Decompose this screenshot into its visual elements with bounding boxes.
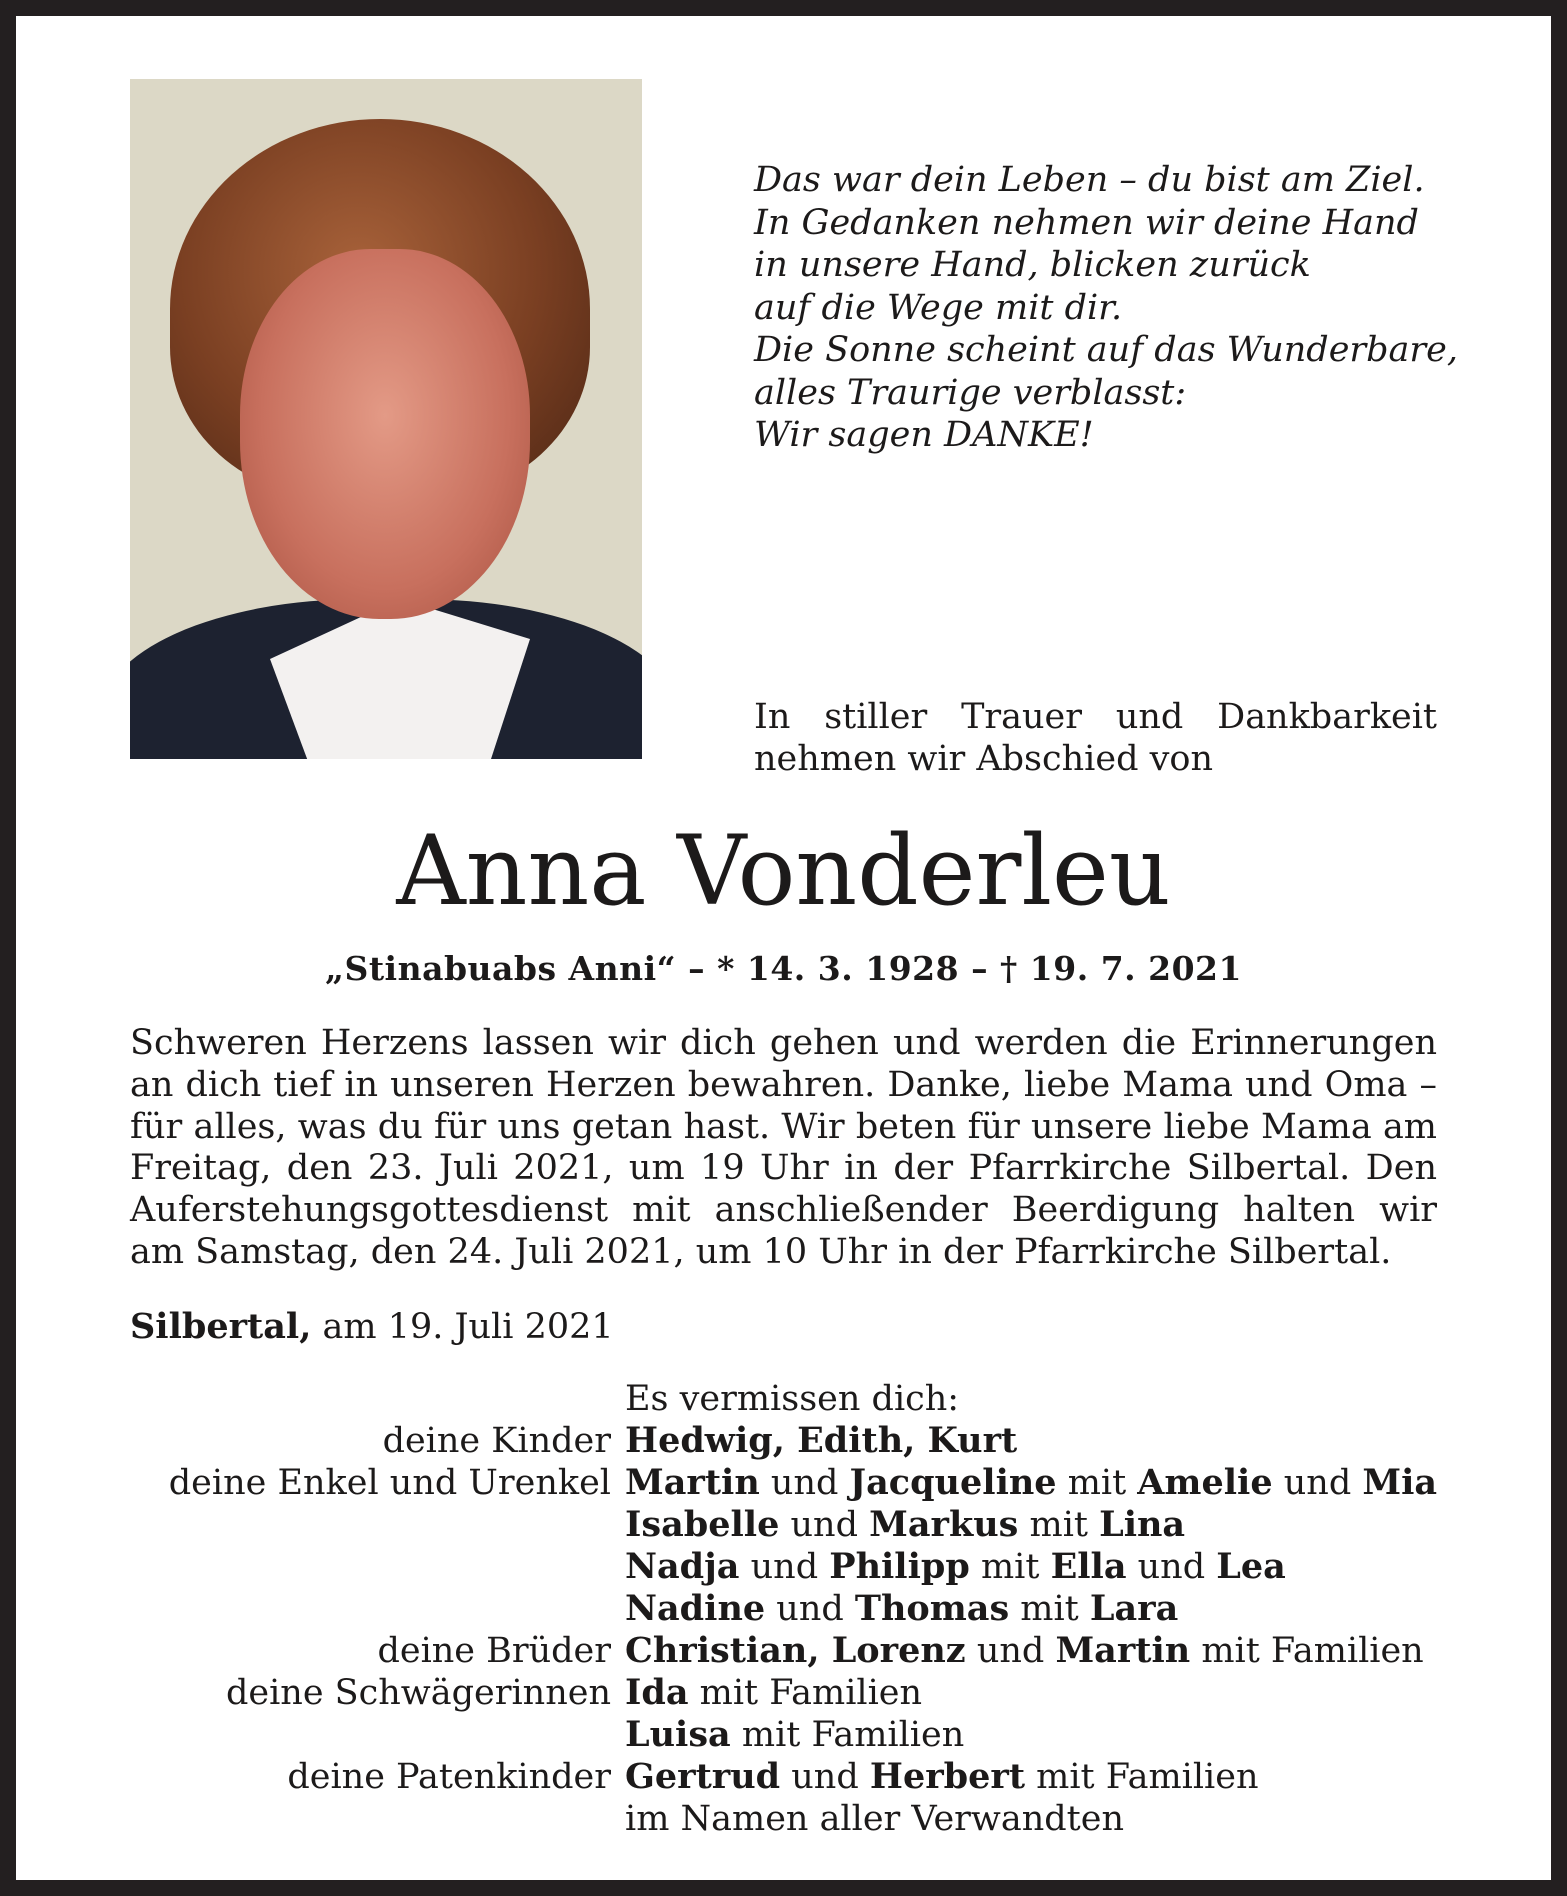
person-name: Luisa <box>625 1714 731 1755</box>
connector-text: mit Familien <box>1025 1757 1259 1797</box>
relation-names <box>625 1504 1185 1546</box>
person-name: Hedwig, Edith, Kurt <box>625 1420 1018 1461</box>
person-name: Ella <box>1050 1546 1127 1587</box>
person-name: Gertrud <box>625 1756 781 1797</box>
relation-names <box>625 1756 1259 1798</box>
connector-text: im Namen aller Verwandten <box>625 1799 1124 1839</box>
relation-label: deine Enkel und Urenkel <box>168 1463 611 1503</box>
family-list <box>16 1378 1551 1840</box>
relation-label <box>16 1546 625 1588</box>
family-heading: Es vermissen dich: <box>625 1379 960 1419</box>
poem-line: in unsere Hand, blicken zurück <box>754 245 1311 285</box>
person-name: Jacqueline <box>849 1462 1057 1503</box>
relation-names <box>625 1420 1017 1462</box>
person-name: Nadja <box>625 1546 740 1587</box>
connector-text: mit Familien <box>1190 1631 1424 1671</box>
town: Silbertal, <box>130 1306 312 1347</box>
relation-label <box>16 1714 625 1756</box>
portrait-photo <box>130 79 642 759</box>
poem-line: alles Traurige verblasst: <box>754 372 1187 413</box>
connector-text: mit Familien <box>688 1673 923 1713</box>
person-name: Thomas <box>854 1588 1010 1629</box>
family-row <box>16 1798 1551 1840</box>
family-row <box>16 1756 1551 1798</box>
person-name: Herbert <box>869 1756 1025 1797</box>
family-row <box>16 1420 1551 1462</box>
place-date <box>130 1306 614 1347</box>
relation-label <box>16 1588 625 1630</box>
poem-line: Das war dein Leben – du bist am Ziel. <box>754 160 1425 200</box>
family-row <box>16 1462 1551 1504</box>
connector-text: und <box>1272 1463 1363 1503</box>
relation-names <box>625 1588 1178 1630</box>
relation-label: deine Brüder <box>377 1631 611 1671</box>
person-name: Philipp <box>829 1546 970 1587</box>
connector-text: und <box>965 1631 1056 1671</box>
person-name: Amelie <box>1137 1462 1273 1503</box>
body-text: Schweren Herzens lassen wir dich gehen und werden die Erinnerungen an dich tief in unseren Herzen bewahren. Danke, liebe Mama und Oma – für alles, was du für uns getan hast. Wir beten für unsere liebe Mama am Freitag, den 23. Juli 2021, um 19 Uhr in der Pfarrkirche Silbertal. Den Auferstehungsgottesdienst mit anschließender Beerdigung halten wir am Samstag, den 24. Juli 2021, um 10 Uhr in der Pfarrkirche Silbertal. <box>130 1023 1437 1272</box>
connector-text: und <box>765 1589 855 1629</box>
relation-names <box>625 1672 922 1714</box>
person-name: Lea <box>1216 1546 1286 1587</box>
nickname-dates: „Stinabuabs Anni“ – * 14. 3. 1928 – † 19. 7. 2021 <box>325 949 1242 988</box>
connector-text: mit <box>969 1547 1051 1587</box>
deceased-name: Anna Vonderleu <box>396 815 1171 927</box>
person-name: Martin <box>625 1462 760 1503</box>
family-row <box>16 1546 1551 1588</box>
connector-text: und <box>759 1463 850 1503</box>
connector-text: mit Familien <box>730 1715 965 1755</box>
connector-text: mit <box>1056 1463 1138 1503</box>
poem <box>754 159 1458 457</box>
relation-names <box>625 1714 964 1756</box>
poem-line: Die Sonne scheint auf das Wunderbare, <box>754 330 1458 370</box>
poem-line: In Gedanken nehmen wir deine Hand <box>754 202 1419 243</box>
relation-label: deine Schwägerinnen <box>225 1673 611 1713</box>
family-row <box>16 1504 1551 1546</box>
date: am 19. Juli 2021 <box>322 1307 614 1347</box>
person-name: Markus <box>869 1504 1019 1545</box>
person-name: Isabelle <box>625 1504 780 1545</box>
connector-text: und <box>779 1505 870 1545</box>
obituary-page <box>16 16 1551 1880</box>
relation-label <box>16 1504 625 1546</box>
person-name: Lara <box>1089 1588 1179 1629</box>
person-name: Nadine <box>625 1588 766 1629</box>
relation-label: deine Patenkinder <box>287 1757 611 1797</box>
family-row <box>16 1672 1551 1714</box>
family-row <box>16 1588 1551 1630</box>
relation-label: deine Kinder <box>382 1421 611 1461</box>
poem-line: Wir sagen DANKE! <box>754 415 1094 455</box>
person-name: Martin <box>1055 1630 1191 1671</box>
connector-text: und <box>1126 1547 1217 1587</box>
relation-names <box>625 1630 1424 1672</box>
family-row <box>16 1630 1551 1672</box>
intro-text: In stiller Trauer und Dankbarkeit nehmen wir Abschied von <box>754 697 1437 779</box>
relation-names <box>625 1462 1437 1504</box>
person-name: Lina <box>1099 1504 1186 1545</box>
family-row <box>16 1714 1551 1756</box>
relation-label <box>16 1798 625 1840</box>
connector-text: mit <box>1009 1589 1090 1629</box>
connector-text: und <box>739 1547 830 1587</box>
poem-line: auf die Wege mit dir. <box>754 287 1123 328</box>
person-name: Mia <box>1362 1462 1438 1503</box>
person-name: Ida <box>625 1672 689 1713</box>
relation-names <box>625 1798 1124 1840</box>
relation-names <box>625 1546 1286 1588</box>
connector-text: und <box>780 1757 870 1797</box>
connector-text: mit <box>1018 1505 1100 1545</box>
person-name: Christian, Lorenz <box>625 1630 966 1671</box>
